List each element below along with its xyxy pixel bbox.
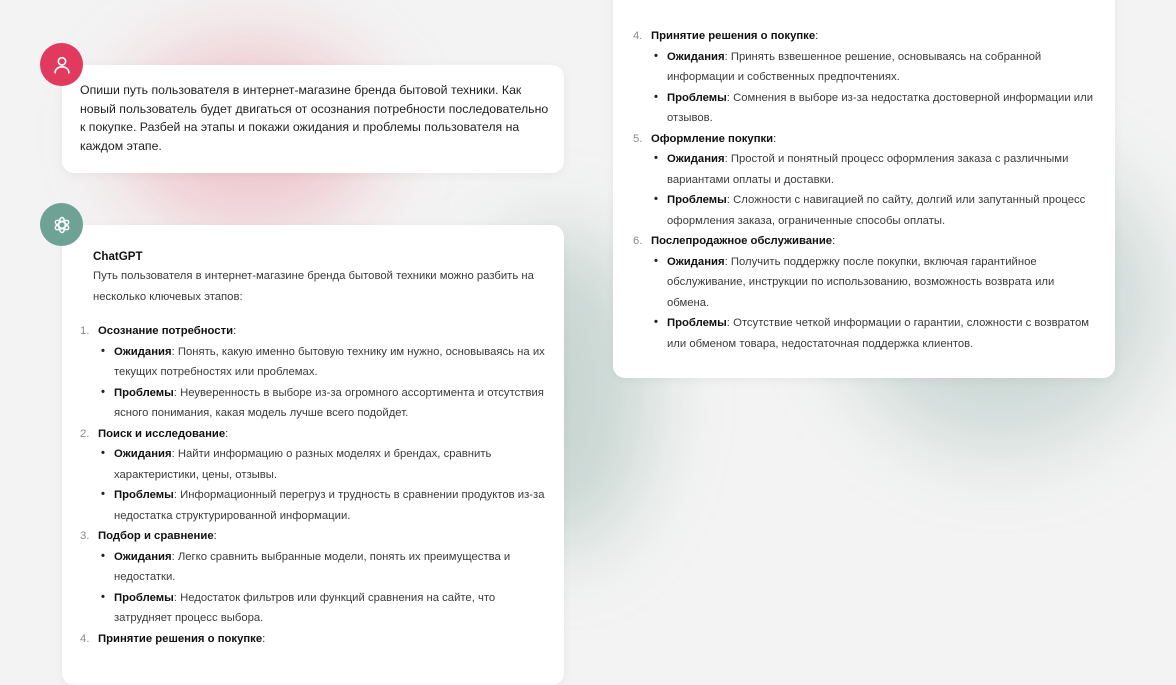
step-expectations-label: Ожидания — [114, 550, 172, 563]
bullet-icon: • — [101, 590, 105, 603]
bullet-icon: • — [654, 49, 658, 62]
journey-step — [80, 629, 545, 650]
step-expectations-text: : Понять, какую именно бытовую технику им нужно, основываясь на их текущих потребностях или проблемах. — [114, 345, 545, 378]
step-heading — [80, 321, 545, 342]
step-expectations — [80, 342, 545, 383]
step-problems-label: Проблемы — [667, 91, 727, 104]
step-title-colon: : — [832, 235, 836, 247]
step-title-colon: : — [213, 530, 217, 542]
step-title: Послепродажное обслуживание — [651, 235, 833, 247]
step-problems-label: Проблемы — [667, 317, 727, 329]
step-number: 1. — [80, 325, 90, 337]
step-expectations-text: : Принять взвешенное решение, основываясь на собранной информации и собственных предпочтениях. — [667, 50, 1042, 83]
step-problems-label: Проблемы — [114, 386, 174, 399]
step-expectations — [633, 47, 1098, 88]
step-expectations — [633, 252, 1098, 314]
step-title: Принятие решения о покупке — [651, 30, 816, 42]
assistant-avatar — [40, 203, 83, 246]
step-title: Принятие решения о покупке — [98, 632, 263, 645]
user-avatar — [40, 43, 83, 86]
step-expectations — [633, 149, 1098, 190]
journey-step — [633, 129, 1098, 232]
step-number: 4. — [633, 30, 643, 42]
step-problems — [633, 190, 1098, 231]
step-number: 5. — [633, 132, 643, 145]
assistant-name: ChatGPT — [93, 250, 143, 263]
step-expectations-text: : Легко сравнить выбранные модели, понять их преимущества и недостатки. — [114, 550, 511, 583]
step-expectations-text: : Получить поддержку после покупки, включая гарантийное обслуживание, инструкции по использованию, возможность возврата или обмена. — [667, 255, 1055, 309]
bullet-icon: • — [654, 254, 658, 267]
step-problems-text: : Информационный перегруз и трудность в сравнении продуктов из-за недостатка структурированной информации. — [114, 489, 545, 522]
journey-step — [80, 424, 545, 527]
step-problems — [633, 88, 1098, 129]
bullet-icon: • — [654, 193, 658, 205]
journey-steps-list-continued — [633, 26, 1098, 354]
journey-step — [633, 26, 1098, 129]
bullet-icon: • — [101, 488, 105, 500]
step-title-colon: : — [815, 30, 819, 42]
step-heading — [633, 231, 1098, 252]
step-problems-text: : Неуверенность в выборе из-за огромного ассортимента и отсутствия ясного понимания, какая модель лучше всего подойдет. — [114, 386, 544, 419]
step-expectations — [80, 547, 545, 588]
step-problems-text: : Отсутствие четкой информации о гарантии, сложности с возвратом или обменом товара, недостаточная поддержка клиентов. — [667, 317, 1090, 350]
step-expectations — [80, 444, 545, 485]
step-title-colon: : — [773, 132, 777, 145]
step-problems-text: : Сомнения в выборе из-за недостатка достоверной информации или отзывов. — [667, 91, 1094, 124]
assistant-message-bubble — [62, 225, 564, 685]
step-title-colon: : — [233, 325, 237, 337]
user-message-text: Опиши путь пользователя в интернет-магазине бренда бытовой техники. Как новый пользователь будет двигаться от осознания потребности последовательно к покупке. Разбей на этапы и покажи ожидания и проблемы пользователя на каждом этапе. — [80, 83, 549, 153]
step-problems-label: Проблемы — [667, 194, 727, 206]
step-problems — [633, 313, 1098, 354]
step-problems — [80, 383, 545, 424]
step-problems-label: Проблемы — [114, 489, 174, 501]
journey-step — [633, 231, 1098, 354]
step-number: 4. — [80, 632, 90, 645]
step-number: 6. — [633, 235, 643, 247]
step-problems-text: : Сложности с навигацией по сайту, долгий или запутанный процесс оформления заказа, ограниченные способы оплаты. — [667, 194, 1086, 227]
step-expectations-label: Ожидания — [667, 255, 725, 268]
bullet-icon: • — [654, 152, 658, 164]
assistant-intro: Путь пользователя в интернет-магазине бренда бытовой техники можно разбить на несколько ключевых этапов: — [93, 270, 534, 303]
step-problems-text: : Недостаток фильтров или функций сравнения на сайте, что затрудняет процесс выбора. — [114, 591, 496, 624]
user-message-bubble — [62, 65, 564, 173]
step-heading — [80, 526, 545, 547]
bullet-icon: • — [101, 385, 105, 398]
step-expectations-text: : Простой и понятный процесс оформления заказа с различными вариантами оплаты и доставки. — [667, 153, 1069, 186]
bullet-icon: • — [101, 344, 105, 357]
step-number: 2. — [80, 427, 90, 440]
bullet-icon: • — [101, 549, 105, 562]
step-title: Подбор и сравнение — [98, 530, 214, 542]
journey-step — [80, 321, 545, 424]
assistant-message-continuation — [613, 0, 1115, 378]
step-title: Оформление покупки — [651, 132, 774, 145]
bullet-icon: • — [101, 447, 105, 459]
step-problems — [80, 588, 545, 629]
bullet-icon: • — [654, 90, 658, 103]
step-heading — [80, 629, 545, 650]
step-expectations-text: : Найти информацию о разных моделях и брендах, сравнить характеристики, цены, отзывы. — [114, 448, 492, 481]
person-icon — [51, 54, 73, 76]
step-title-colon: : — [262, 632, 266, 645]
step-problems-label: Проблемы — [114, 591, 174, 604]
step-expectations-label: Ожидания — [667, 153, 725, 165]
step-expectations-label: Ожидания — [667, 50, 725, 63]
step-expectations-label: Ожидания — [114, 345, 172, 358]
openai-logo-icon — [50, 213, 74, 237]
step-expectations-label: Ожидания — [114, 448, 172, 460]
step-title: Поиск и исследование — [98, 427, 226, 440]
step-number: 3. — [80, 530, 90, 542]
step-heading — [633, 26, 1098, 47]
journey-step — [80, 526, 545, 629]
step-problems — [80, 485, 545, 526]
bullet-icon: • — [654, 316, 658, 328]
step-title: Осознание потребности — [98, 325, 234, 337]
step-title-colon: : — [225, 427, 229, 440]
step-heading — [633, 129, 1098, 150]
journey-steps-list — [80, 321, 545, 649]
step-heading — [80, 424, 545, 445]
